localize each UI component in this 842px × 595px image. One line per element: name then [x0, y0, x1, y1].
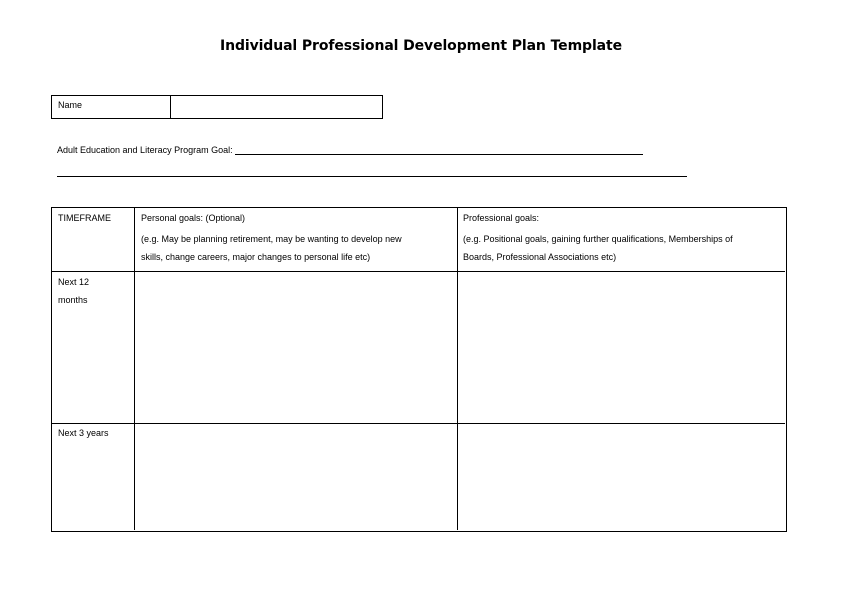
name-label: Name [52, 96, 171, 118]
row-divider [52, 271, 785, 272]
column-divider [457, 208, 458, 530]
name-table [51, 95, 383, 119]
column-divider [134, 208, 135, 530]
program-goal-blank-continued[interactable] [57, 176, 687, 177]
program-goal-label: Adult Education and Literacy Program Goal: [57, 145, 233, 155]
header-personal-goals: Personal goals: (Optional) [141, 213, 246, 223]
row-divider [52, 423, 785, 424]
cell-personal-12-months[interactable] [136, 273, 456, 422]
development-plan-table [51, 207, 787, 532]
header-timeframe: TIMEFRAME [58, 213, 111, 223]
cell-personal-3-years[interactable] [136, 425, 456, 529]
document-title: Individual Professional Development Plan Template [219, 38, 623, 54]
row-label-next-12-months: months [58, 295, 88, 305]
name-field[interactable] [171, 96, 382, 118]
program-goal-blank[interactable] [235, 145, 643, 155]
row-label-next-3-years: Next 3 years [58, 428, 109, 438]
header-professional-goals: Professional goals: [463, 213, 540, 223]
header-personal-hint: skills, change careers, major changes to personal life etc) [141, 252, 371, 262]
cell-professional-3-years[interactable] [459, 425, 784, 529]
program-goal-line [57, 145, 643, 155]
header-personal-hint: (e.g. May be planning retirement, may be wanting to develop new [141, 234, 402, 244]
cell-professional-12-months[interactable] [459, 273, 784, 422]
header-professional-hint: (e.g. Positional goals, gaining further qualifications, Memberships of [463, 234, 733, 244]
header-professional-hint: Boards, Professional Associations etc) [463, 252, 617, 262]
row-label-next-12-months: Next 12 [58, 277, 90, 287]
